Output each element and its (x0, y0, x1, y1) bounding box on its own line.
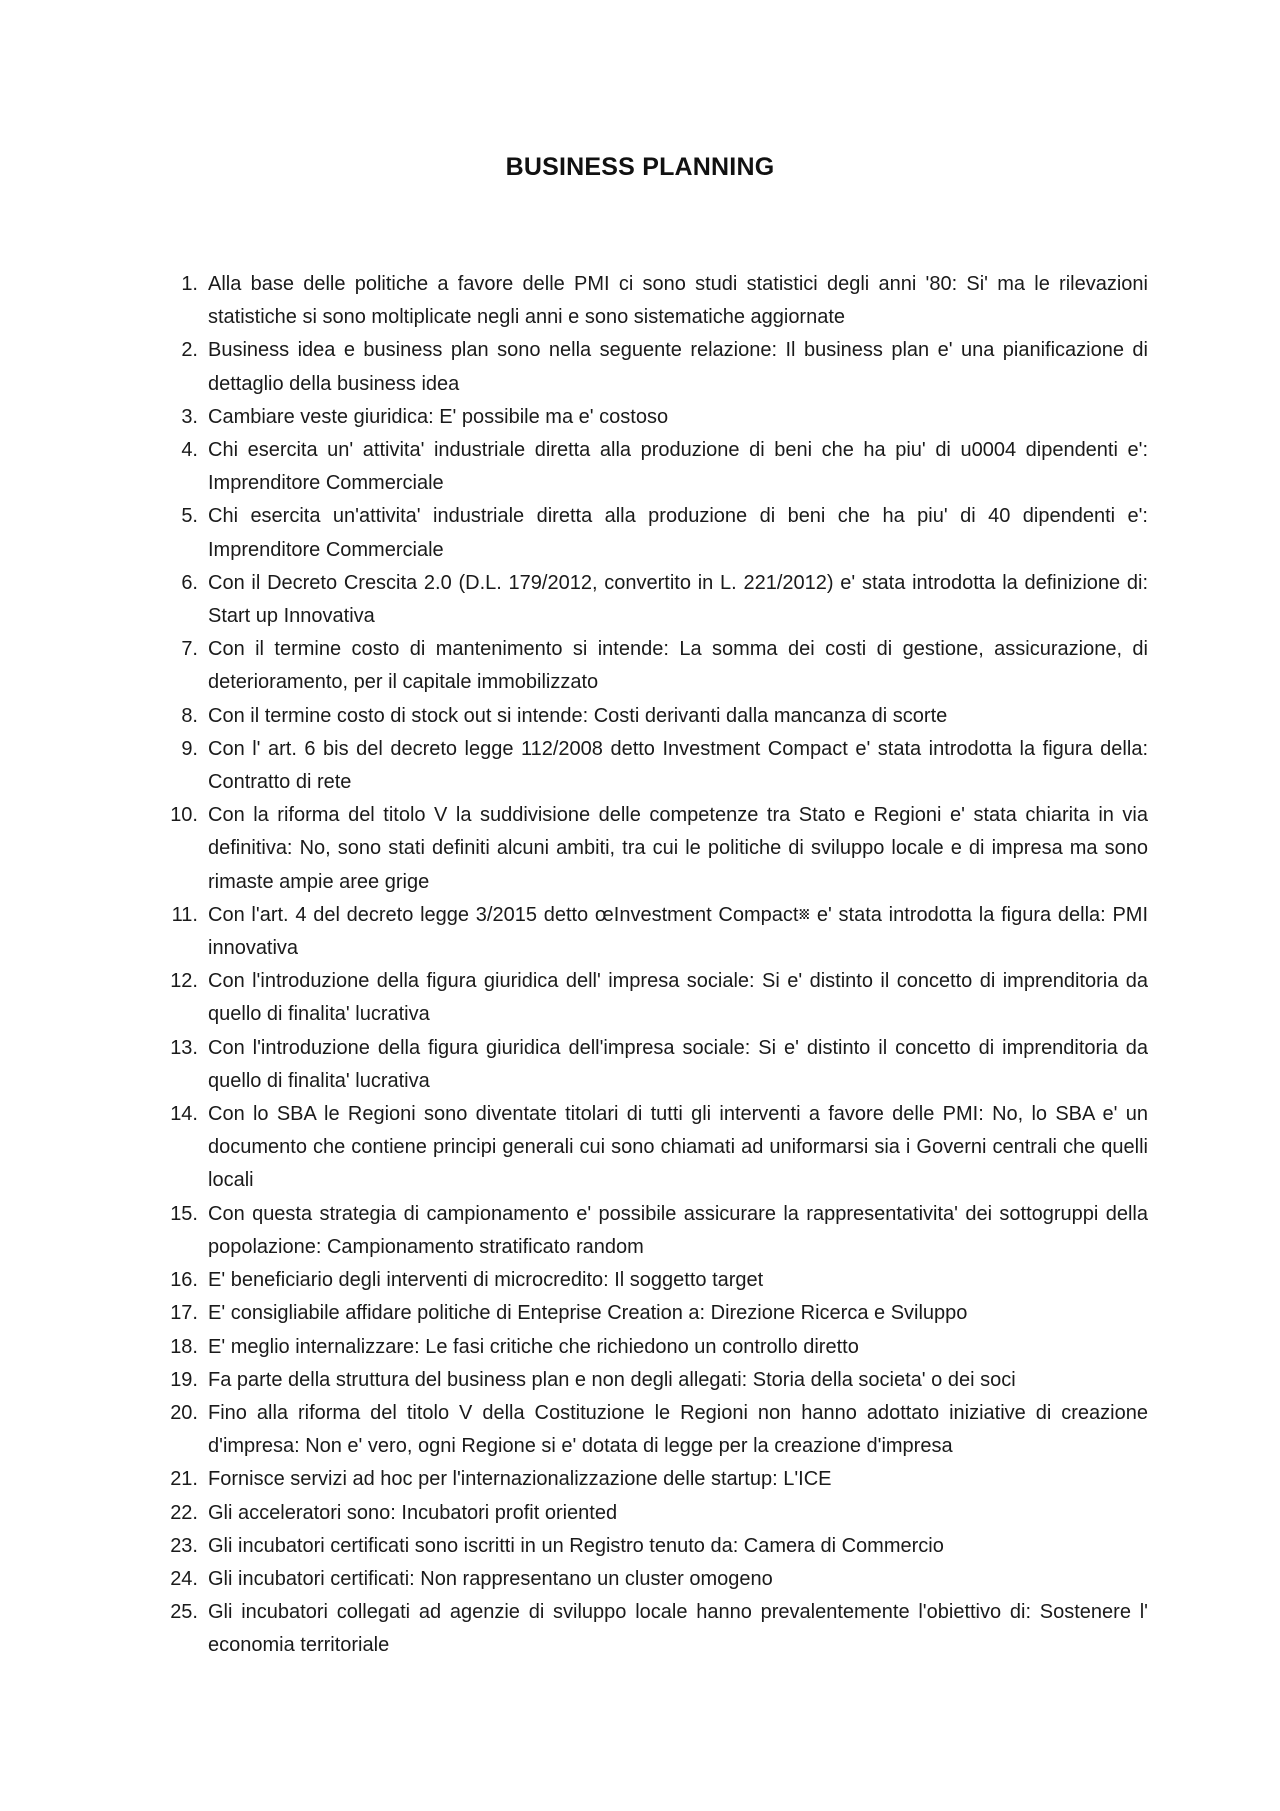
list-item-number: 16. (170, 1269, 198, 1292)
list-item-text: Gli incubatori collegati ad agenzie di sviluppo locale hanno prevalentemente l'obiettivo di: Sostenere l' economia territoriale (208, 1601, 1148, 1657)
list-item (156, 567, 1148, 633)
list-item-number: 25. (170, 1601, 198, 1624)
list-item-text: Chi esercita un'attivita' industriale diretta alla produzione di beni che ha piu' di 40 dipendenti e': Imprenditore Commerciale (208, 505, 1148, 561)
list-item-text: E' meglio internalizzare: Le fasi critiche che richiedono un controllo diretto (208, 1335, 859, 1358)
list-item-text: Con questa strategia di campionamento e' possibile assicurare la rappresentativita' dei sottogruppi della popolazione: Campionamento stratificato random (208, 1202, 1148, 1258)
list-item-text: Fa parte della struttura del business plan e non degli allegati: Storia della societa' o dei soci (208, 1368, 1016, 1391)
list-item-text: Fornisce servizi ad hoc per l'internazionalizzazione delle startup: L'ICE (208, 1468, 832, 1491)
list-item-number: 22. (170, 1501, 198, 1524)
list-item-number: 1. (181, 273, 198, 295)
list-item-number: 12. (170, 970, 198, 993)
list-item-text: Con l'introduzione della figura giuridica dell'impresa sociale: Si e' distinto il concetto di imprenditoria da quello di finalita' lucrativa (208, 1036, 1148, 1092)
list-item-number: 9. (181, 737, 198, 760)
list-item-number: 17. (170, 1302, 198, 1325)
list-item-text: Gli acceleratori sono: Incubatori profit oriented (208, 1501, 618, 1524)
list-item-number: 3. (181, 405, 198, 428)
list-item (156, 268, 1148, 334)
list-item (156, 434, 1148, 500)
list-item (156, 965, 1148, 1031)
list-item (156, 1530, 1148, 1563)
list-item-number: 6. (181, 571, 198, 594)
list-item (156, 1596, 1148, 1662)
list-item-number: 10. (170, 804, 198, 827)
list-item-text: Con la riforma del titolo V la suddivisione delle competenze tra Stato e Regioni e' stata chiarita in via definitiva: No, sono stati definiti alcuni ambiti, tra cui le politiche di sviluppo locale e di impresa ma sono rimaste ampie aree grige (208, 804, 1148, 893)
list-item (156, 1364, 1148, 1397)
list-item-number: 21. (170, 1468, 198, 1491)
list-item-text: Business idea e business plan sono nella seguente relazione: Il business plan e' una pianificazione di dettaglio della business idea (208, 339, 1148, 395)
list-item (156, 1331, 1148, 1364)
list-item-number: 18. (170, 1335, 198, 1358)
list-item-text: Con il termine costo di stock out si intende: Costi derivanti dalla mancanza di scorte (208, 704, 948, 727)
list-item-text: Con lo SBA le Regioni sono diventate titolari di tutti gli interventi a favore delle PMI: No, lo SBA e' un documento che contiene principi generali cui sono chiamati ad uniformarsi sia i Governi centrali che quelli locali (208, 1103, 1148, 1192)
list-item-number: 14. (170, 1103, 198, 1126)
question-answer-list (156, 268, 1148, 1663)
list-item-text: Con l'introduzione della figura giuridica dell' impresa sociale: Si e' distinto il concetto di imprenditoria da quello di finalita' lucrativa (208, 970, 1148, 1026)
list-item-number: 4. (181, 439, 198, 462)
list-item (156, 1563, 1148, 1596)
list-item-text: Con l' art. 6 bis del decreto legge 112/2008 detto Investment Compact e' stata introdotta la figura della: Contratto di rete (208, 737, 1148, 794)
list-item-text: Con il Decreto Crescita 2.0 (D.L. 179/2012, convertito in L. 221/2012) e' stata introdotta la definizione di: Start up Innovativa (208, 571, 1148, 628)
list-item (156, 899, 1148, 965)
list-item-number: 20. (170, 1401, 198, 1424)
list-item-text: Gli incubatori certificati sono iscritti in un Registro tenuto da: Camera di Commercio (208, 1534, 944, 1557)
list-item (156, 401, 1148, 434)
list-item-text: Cambiare veste giuridica: E' possibile ma e' costoso (208, 405, 669, 428)
list-item-text: E' beneficiario degli interventi di microcredito: Il soggetto target (208, 1269, 764, 1292)
list-item (156, 1198, 1148, 1264)
list-item-number: 19. (170, 1368, 198, 1391)
list-item (156, 1297, 1148, 1330)
list-item-number: 8. (181, 704, 198, 727)
list-item-number: 7. (181, 638, 198, 661)
list-item-text: Chi esercita un' attivita' industriale diretta alla produzione di beni che ha piu' di u0004 dipendenti e': Imprenditore Commerciale (208, 439, 1148, 495)
list-item-text: Con l'art. 4 del decreto legge 3/2015 detto œInvestment Compact␧ e' stata introdotta la figura della: PMI innovativa (208, 903, 1148, 960)
list-item-number: 15. (170, 1202, 198, 1225)
list-item-number: 2. (181, 339, 198, 362)
list-item (156, 1098, 1148, 1198)
list-item (156, 334, 1148, 400)
list-item (156, 500, 1148, 566)
list-item (156, 700, 1148, 733)
list-item-number: 23. (170, 1534, 198, 1557)
list-item-text: Gli incubatori certificati: Non rappresentano un cluster omogeno (208, 1567, 773, 1590)
list-item-number: 11. (171, 903, 198, 926)
list-item (156, 1032, 1148, 1098)
list-item-number: 5. (181, 505, 198, 528)
list-item-number: 24. (170, 1567, 198, 1590)
document-title: BUSINESS PLANNING (505, 153, 775, 181)
list-item (156, 1463, 1148, 1496)
list-item (156, 799, 1148, 899)
list-item (156, 1497, 1148, 1530)
list-item (156, 1397, 1148, 1463)
list-item (156, 633, 1148, 699)
list-item (156, 733, 1148, 799)
list-item-text: Fino alla riforma del titolo V della Costituzione le Regioni non hanno adottato iniziative di creazione d'impresa: Non e' vero, ogni Regione si e' dotata di legge per la creazione d'impresa (208, 1401, 1148, 1458)
list-item-text: Alla base delle politiche a favore delle PMI ci sono studi statistici degli anni '80: Si' ma le rilevazioni statistiche si sono moltiplicate negli anni e sono sistematiche aggiornate (208, 273, 1148, 329)
list-item-text: E' consigliabile affidare politiche di Enteprise Creation a: Direzione Ricerca e Sviluppo (208, 1302, 968, 1325)
list-item-number: 13. (170, 1036, 198, 1059)
list-item (156, 1264, 1148, 1297)
list-item-text: Con il termine costo di mantenimento si intende: La somma dei costi di gestione, assicurazione, di deterioramento, per il capitale immobilizzato (208, 638, 1148, 694)
